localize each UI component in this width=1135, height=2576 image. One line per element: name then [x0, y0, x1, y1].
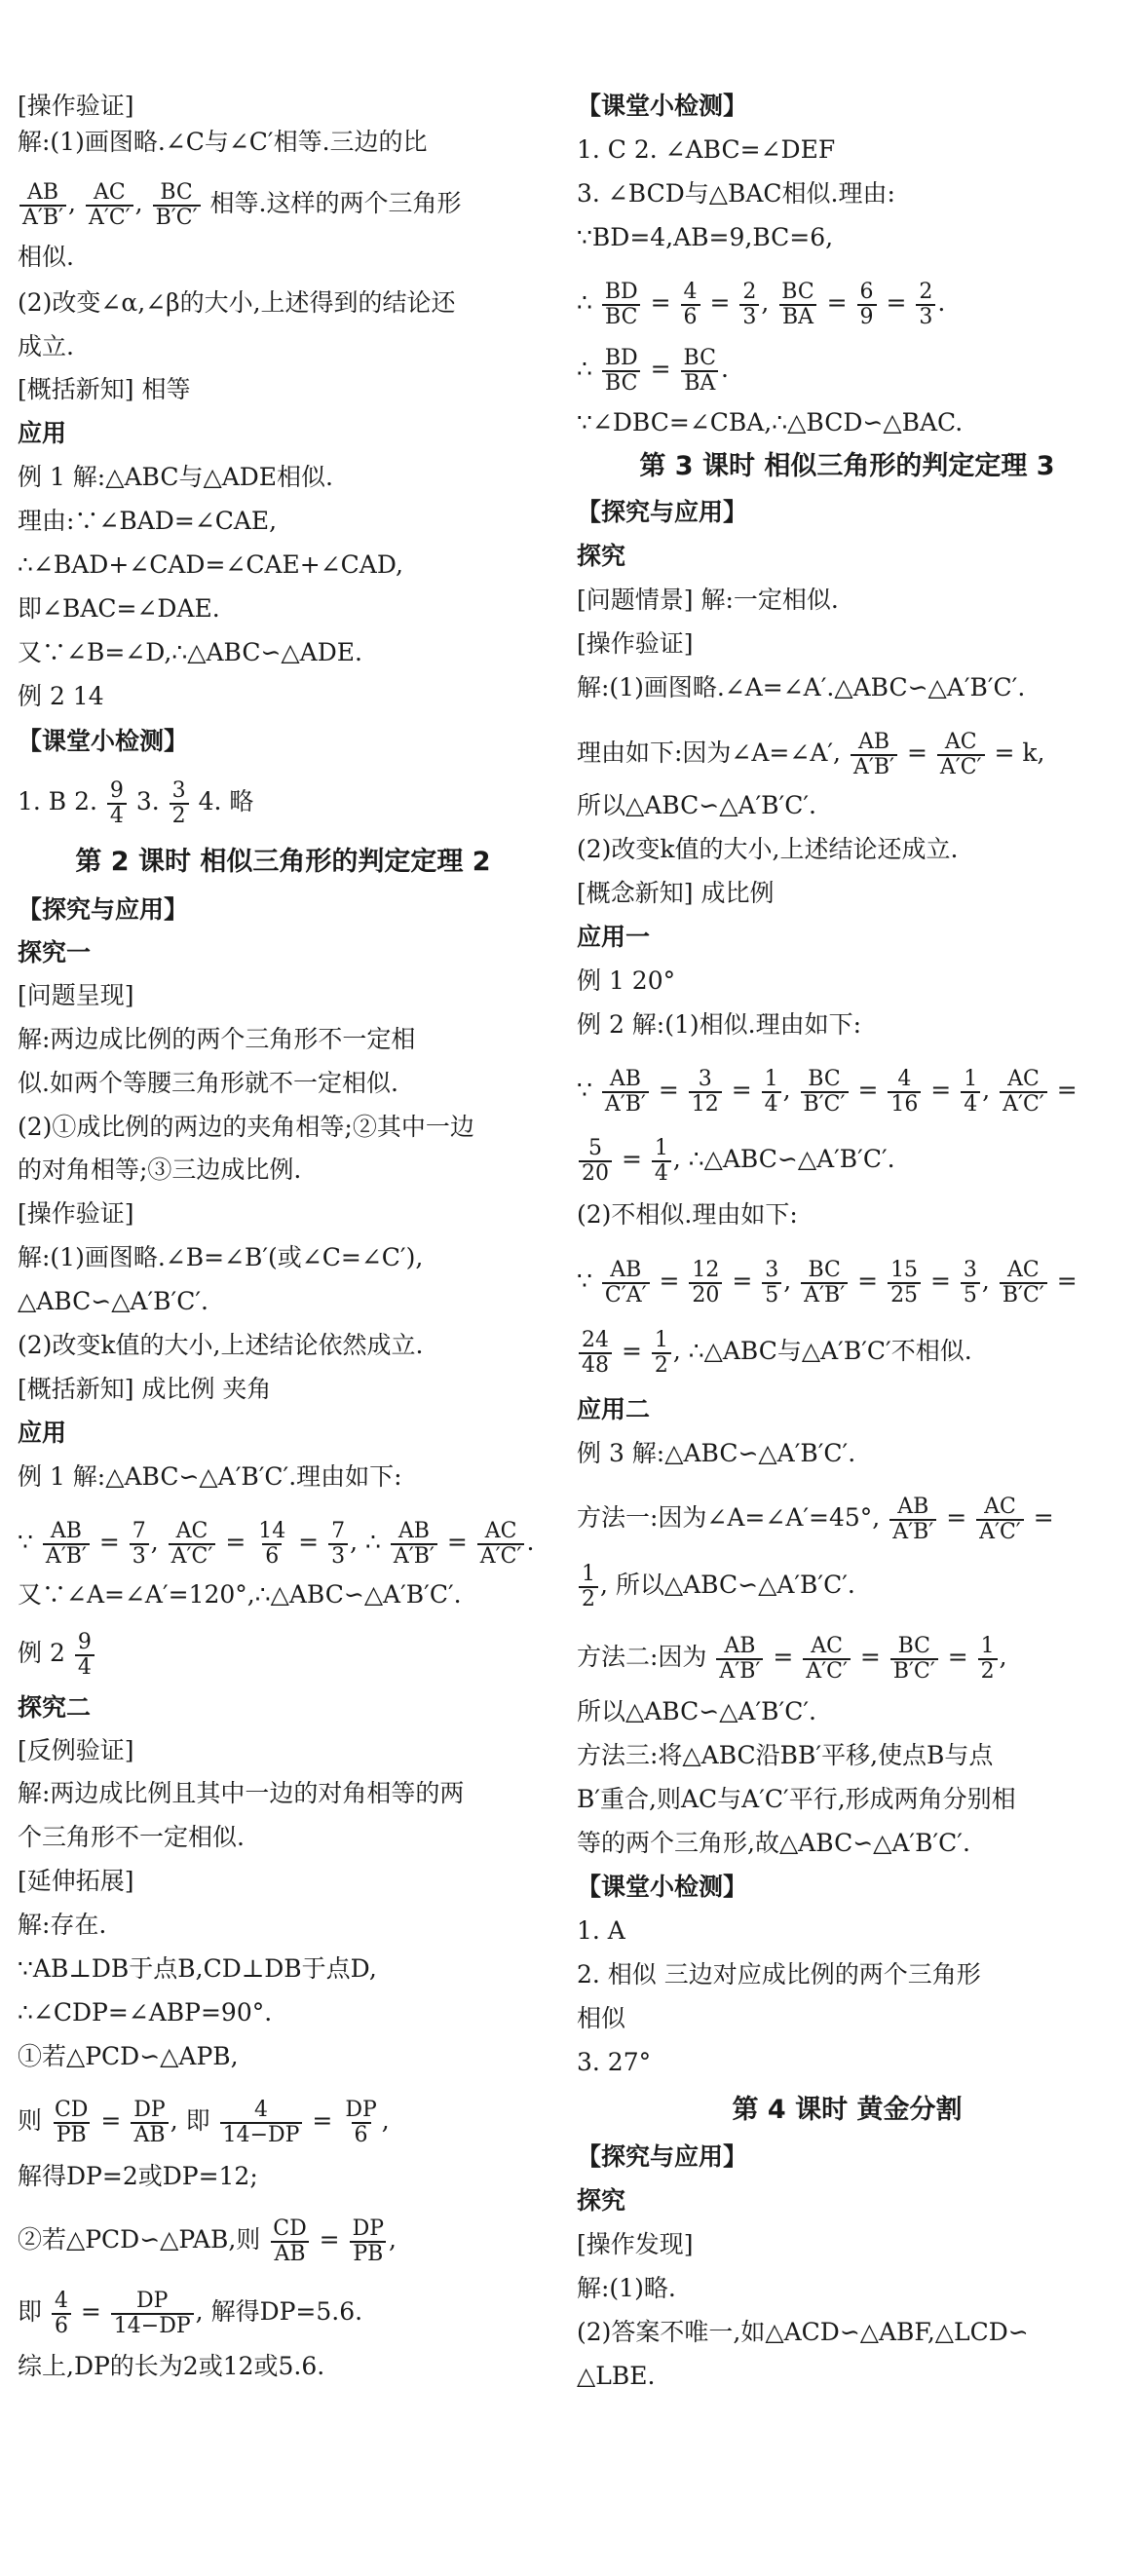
fraction: $\frac{BC}{B'C'}$ [153, 181, 201, 230]
left-line: ∴∠CDP=∠ABP=90°. [18, 1998, 273, 2027]
fraction: $\frac{4}{6}$ [681, 281, 700, 329]
left-line: ②若△PCD∽△PAB,则 $\frac{CD}{AB}$ = $\frac{DP}{PB}$ , [18, 2216, 397, 2266]
left-line: 解得DP=2或DP=12; [18, 2162, 258, 2190]
fraction: $\frac{4}{6}$ [52, 2290, 71, 2338]
left-line: 【探究与应用】 [18, 895, 189, 924]
left-line: 1. B 2. $\frac{9}{4}$ 3. $\frac{3}{2}$ 4. 略 [18, 777, 254, 828]
left-line: 探究一 [18, 938, 92, 966]
fraction: $\frac{BD}{BC}$ [602, 281, 641, 329]
right-line: 相似 [577, 2004, 626, 2032]
right-line: 3. ∠BCD与△BAC相似.理由: [577, 179, 895, 208]
left-line: △ABC∽△A′B′C′. [18, 1287, 208, 1315]
fraction: $\frac{AB}{A'B'}$ [391, 1520, 437, 1569]
fraction: $\frac{1}{2}$ [652, 1329, 671, 1378]
fraction: $\frac{24}{48}$ [579, 1329, 612, 1378]
fraction: $\frac{BC}{BA}$ [778, 281, 816, 329]
right-line: 解:(1)画图略.∠A=∠A′.△ABC∽△A′B′C′. [577, 673, 1026, 701]
left-line: 例 1 解:△ABC∽△A′B′C′.理由如下: [18, 1462, 402, 1491]
right-line: 所以△ABC∽△A′B′C′. [577, 791, 816, 819]
left-line: 第 2 课时 相似三角形的判定定理 2 [75, 847, 491, 877]
fraction: $\frac{3}{2}$ [170, 779, 189, 828]
left-line: 解:(1)画图略.∠C与∠C′相等.三边的比 [18, 128, 428, 156]
right-line: 方法二:因为 $\frac{AB}{A'B'}$ = $\frac{AC}{A'C'}$ = $\frac{BC}{B'C'}$ = $\frac{1}{2}$ , [577, 1633, 1007, 1684]
fraction: $\frac{4}{16}$ [888, 1068, 921, 1117]
right-line: 例 2 解:(1)相似.理由如下: [577, 1010, 862, 1039]
right-line: [问题情景] 解:一定相似. [577, 586, 839, 614]
fraction: $\frac{AC}{A'C'}$ [803, 1635, 851, 1684]
left-line: (2)①成比例的两边的夹角相等;②其中一边 [18, 1113, 474, 1141]
fraction: $\frac{BC}{BA}$ [681, 347, 719, 396]
left-line: 例 2 $\frac{9}{4}$ [18, 1625, 549, 1682]
right-line: [操作发现] [577, 2230, 694, 2258]
fraction: $\frac{6}{9}$ [857, 281, 877, 329]
right-line: 【探究与应用】 [577, 498, 748, 526]
right-line: △LBE. [577, 2362, 656, 2390]
fraction: $\frac{AB}{A'B'}$ [602, 1068, 649, 1117]
fraction: $\frac{AB}{A'B'}$ [43, 1520, 90, 1569]
right-line: [操作验证] [577, 629, 694, 658]
left-line: 应用 [18, 419, 67, 447]
left-line: 解:两边成比例且其中一边的对角相等的两 [18, 1779, 465, 1807]
fraction: $\frac{AB}{C'A'}$ [602, 1259, 650, 1307]
left-line: 例 2 14 [18, 682, 104, 710]
fraction: $\frac{AC}{A'C'}$ [86, 181, 133, 230]
right-line: 1. C 2. ∠ABC=∠DEF [577, 135, 836, 164]
right-line: 【课堂小检测】 [577, 1873, 748, 1901]
left-line: [概括新知] 相等 [18, 375, 191, 403]
left-line: ∵AB⊥DB于点B,CD⊥DB于点D, [18, 1954, 377, 1983]
right-line: 理由如下:因为∠A=∠A′, $\frac{AB}{A'B'}$ = $\frac{AC}{A'C'}$ = k, [577, 729, 1045, 779]
right-line: ∵BD=4,AB=9,BC=6, [577, 223, 834, 251]
fraction: $\frac{CD}{PB}$ [54, 2097, 89, 2147]
right-line: 第 4 课时 黄金分割 [732, 2095, 963, 2125]
left-line: ∵ $\frac{AB}{A'B'}$ = $\frac{7}{3}$ , $\frac{AC}{A'C'}$ = $\frac{14}{6}$ = $\frac{7}{3}$ , ∴ $\frac{AB}{A'B'}$ = $\frac{AC}{A'C'}$ . [18, 1518, 535, 1569]
right-line: ∴ $\frac{BD}{BC}$ = $\frac{4}{6}$ = $\frac{2}{3}$ , $\frac{BC}{BA}$ = $\frac{6}{9}$ = $\frac{2}{3}$ . [577, 279, 946, 329]
fraction: $\frac{5}{20}$ [579, 1137, 612, 1186]
fraction: $\frac{4}{14-DP}$ [220, 2099, 303, 2147]
right-line: $\frac{24}{48}$ = $\frac{1}{2}$ , ∴△ABC与△A′B′C′不相似. [577, 1323, 1117, 1380]
left-line: [操作验证] [18, 92, 134, 120]
right-line: 解:(1)略. [577, 2274, 676, 2302]
fraction: $\frac{2}{3}$ [916, 281, 935, 329]
left-line: 例 1 解:△ABC与△ADE相似. [18, 463, 333, 491]
left-line: ①若△PCD∽△APB, [18, 2042, 239, 2070]
right-line: 应用二 [577, 1395, 651, 1423]
left-line: 的对角相等;③三边成比例. [18, 1155, 302, 1184]
left-line: ∴∠BAD+∠CAD=∠CAE+∠CAD, [18, 550, 403, 579]
fraction: $\frac{14}{6}$ [258, 1518, 286, 1569]
fraction: $\frac{12}{20}$ [689, 1259, 722, 1307]
fraction: $\frac{AC}{A'C'}$ [1000, 1068, 1047, 1117]
fraction: $\frac{AC}{A'C'}$ [976, 1496, 1024, 1544]
fraction: $\frac{BD}{BC}$ [602, 347, 641, 396]
left-line: 应用 [18, 1419, 67, 1447]
right-line: 例 1 20° [577, 966, 676, 995]
left-line: 综上,DP的长为2或12或5.6. [18, 2352, 325, 2380]
right-line: 所以△ABC∽△A′B′C′. [577, 1697, 816, 1725]
left-line: 【课堂小检测】 [18, 727, 189, 755]
right-line: ∵ $\frac{AB}{C'A'}$ = $\frac{12}{20}$ = $\frac{3}{5}$ , $\frac{BC}{A'B'}$ = $\frac{15}{25}$ = $\frac{3}{5}$ , $\frac{AC}{B'C'}$ = [577, 1257, 1078, 1307]
fraction: $\frac{AB}{A'B'}$ [19, 181, 66, 230]
right-line: ∵∠DBC=∠CBA,∴△BCD∽△BAC. [577, 408, 964, 436]
fraction: $\frac{AC}{A'C'}$ [937, 731, 985, 779]
fraction: $\frac{AC}{B'C'}$ [1000, 1259, 1047, 1307]
right-line: 【探究与应用】 [577, 2142, 748, 2171]
fraction: $\frac{7}{3}$ [130, 1520, 149, 1569]
left-line: 即 $\frac{4}{6}$ = $\frac{DP}{14-DP}$ , 解得DP=5.6. [18, 2288, 363, 2338]
right-line: 1. A [577, 1916, 625, 1945]
fraction: $\frac{AC}{A'C'}$ [169, 1520, 216, 1569]
left-line: [概括新知] 成比例 夹角 [18, 1375, 272, 1403]
left-line: 似.如两个等腰三角形就不一定相似. [18, 1069, 398, 1097]
fraction: $\frac{AB}{A'B'}$ [716, 1635, 763, 1684]
fraction: $\frac{2}{3}$ [739, 281, 759, 329]
left-line: 成立. [18, 332, 74, 360]
left-line: [反例验证] [18, 1736, 134, 1764]
right-line: (2)不相似.理由如下: [577, 1200, 798, 1229]
left-line: $\frac{AB}{A'B'}$ , $\frac{AC}{A'C'}$ , $\frac{BC}{B'C'}$ 相等.这样的两个三角形 [18, 175, 549, 232]
left-line: 解:存在. [18, 1911, 107, 1939]
fraction: $\frac{BC}{B'C'}$ [801, 1068, 849, 1117]
right-line: 等的两个三角形,故△ABC∽△A′B′C′. [577, 1829, 970, 1857]
left-line: [操作验证] [18, 1199, 134, 1228]
fraction: $\frac{9}{4}$ [107, 779, 127, 828]
fraction: $\frac{9}{4}$ [75, 1631, 95, 1680]
left-line: (2)改变k值的大小,上述结论依然成立. [18, 1331, 424, 1359]
fraction: $\frac{1}{4}$ [652, 1137, 671, 1186]
left-line: 理由:∵∠BAD=∠CAE, [18, 507, 278, 535]
fraction: $\frac{CD}{AB}$ [273, 2216, 307, 2266]
fraction: $\frac{DP}{6}$ [345, 2097, 377, 2147]
fraction: $\frac{1}{2}$ [579, 1563, 598, 1611]
left-line: 则 $\frac{CD}{PB}$ = $\frac{DP}{AB}$ , 即 $\frac{4}{14-DP}$ = $\frac{DP}{6}$ , [18, 2097, 390, 2147]
fraction: $\frac{1}{2}$ [978, 1635, 998, 1684]
right-line: 应用一 [577, 923, 651, 951]
right-line: $\frac{5}{20}$ = $\frac{1}{4}$ , ∴△ABC∽△A′B′C′. [577, 1131, 1117, 1188]
fraction: $\frac{7}{3}$ [328, 1520, 348, 1569]
left-line: 又∵∠A=∠A′=120°,∴△ABC∽△A′B′C′. [18, 1580, 462, 1609]
right-line: 例 3 解:△ABC∽△A′B′C′. [577, 1439, 856, 1467]
fraction: $\frac{AB}{A'B'}$ [889, 1496, 936, 1544]
fraction: $\frac{3}{12}$ [689, 1068, 722, 1117]
fraction: $\frac{3}{5}$ [961, 1259, 980, 1307]
right-line: 方法三:将△ABC沿BB′平移,使点B与点 [577, 1741, 994, 1769]
right-line: B′重合,则AC与A′C′平行,形成两角分别相 [577, 1785, 1016, 1813]
right-line: 2. 相似 三边对应成比例的两个三角形 [577, 1960, 981, 1989]
fraction: $\frac{BC}{A'B'}$ [801, 1259, 848, 1307]
right-line: 第 3 课时 相似三角形的判定定理 3 [639, 451, 1055, 481]
fraction: $\frac{DP}{AB}$ [131, 2099, 168, 2147]
right-line: ∴ $\frac{BD}{BC}$ = $\frac{BC}{BA}$ . [577, 345, 729, 396]
right-line: ∵ $\frac{AB}{A'B'}$ = $\frac{3}{12}$ = $\frac{1}{4}$ , $\frac{BC}{B'C'}$ = $\frac{4}{16}$ = $\frac{1}{4}$ , $\frac{AC}{A'C'}$ = [577, 1066, 1078, 1117]
left-line: [延伸拓展] [18, 1867, 134, 1895]
right-line: [概念新知] 成比例 [577, 879, 775, 907]
left-line: 相似. [18, 243, 74, 271]
fraction: $\frac{15}{25}$ [888, 1259, 921, 1307]
right-line: (2)改变k值的大小,上述结论还成立. [577, 835, 959, 863]
left-line: (2)改变∠α,∠β的大小,上述得到的结论还 [18, 288, 456, 317]
right-line: 3. 27° [577, 2048, 652, 2076]
right-line: 方法一:因为∠A=∠A′=45°, $\frac{AB}{A'B'}$ = $\frac{AC}{A'C'}$ = [577, 1494, 1054, 1544]
left-line: 解:两边成比例的两个三角形不一定相 [18, 1025, 416, 1053]
left-line: 解:(1)画图略.∠B=∠B′(或∠C=∠C′), [18, 1243, 424, 1271]
fraction: $\frac{3}{5}$ [762, 1259, 781, 1307]
right-line: 探究 [577, 542, 626, 570]
fraction: $\frac{1}{4}$ [762, 1068, 781, 1117]
fraction: $\frac{AB}{A'B'}$ [851, 731, 897, 779]
fraction: $\frac{AC}{A'C'}$ [477, 1520, 525, 1569]
left-line: 个三角形不一定相似. [18, 1823, 245, 1851]
right-line: 探究 [577, 2186, 626, 2215]
right-line: (2)答案不唯一,如△ACD∽△ABF,△LCD∽ [577, 2318, 1029, 2346]
left-line: 又∵∠B=∠D,∴△ABC∽△ADE. [18, 638, 362, 666]
fraction: $\frac{1}{4}$ [961, 1068, 980, 1117]
right-line: 【课堂小检测】 [577, 92, 748, 120]
fraction: $\frac{BC}{B'C'}$ [890, 1635, 938, 1684]
fraction: $\frac{DP}{PB}$ [350, 2217, 387, 2266]
left-line: 探究二 [18, 1693, 92, 1722]
left-line: 即∠BAC=∠DAE. [18, 594, 220, 623]
left-line: [问题呈现] [18, 981, 134, 1009]
right-line: $\frac{1}{2}$ , 所以△ABC∽△A′B′C′. [577, 1557, 1117, 1613]
fraction: $\frac{DP}{14-DP}$ [111, 2290, 194, 2338]
